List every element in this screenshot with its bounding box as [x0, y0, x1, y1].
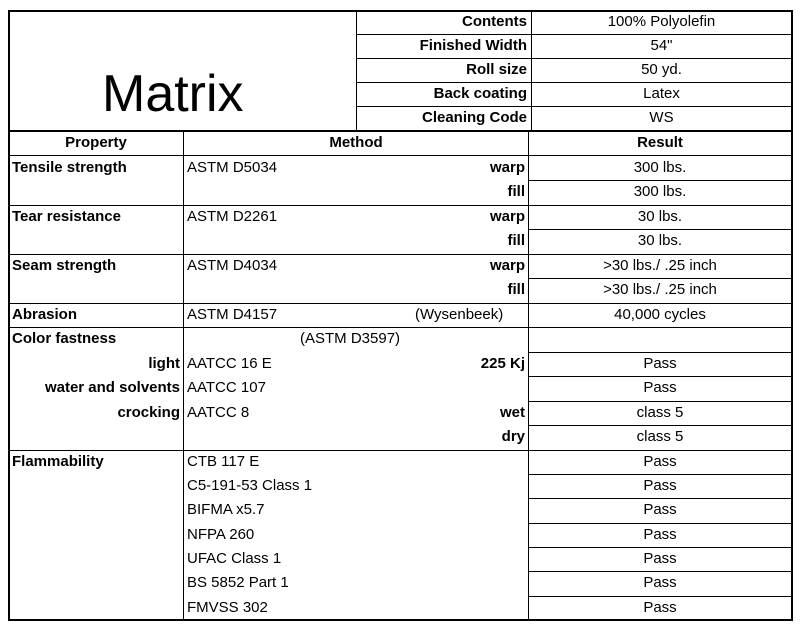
- result: Pass: [643, 355, 677, 372]
- result: >30 lbs./ .25 inch: [603, 257, 717, 274]
- result: 30 lbs.: [637, 208, 683, 225]
- qualifier: fill: [507, 232, 525, 249]
- header-result: Result: [637, 134, 683, 151]
- method: ASTM D2261: [187, 208, 278, 225]
- property-label: Seam strength: [12, 257, 117, 274]
- result: Pass: [643, 453, 677, 470]
- spec-value: 100% Polyolefin: [607, 13, 716, 30]
- property-label: Tear resistance: [12, 208, 121, 225]
- method: FMVSS 302: [187, 599, 268, 616]
- product-title: Matrix: [102, 65, 244, 123]
- result: Pass: [643, 501, 677, 518]
- result: 40,000 cycles: [614, 306, 706, 323]
- method-note: (Wysenbeek): [415, 306, 504, 323]
- qualifier: 225 Kj: [480, 355, 525, 372]
- method: AATCC 16 E: [187, 355, 272, 372]
- property-label: Flammability: [12, 453, 104, 470]
- result: Pass: [643, 477, 677, 494]
- method: ASTM D4034: [187, 257, 278, 274]
- qualifier: warp: [489, 159, 525, 176]
- spec-label: Roll size: [466, 61, 527, 78]
- property-sublabel: light: [148, 355, 180, 372]
- border-right: [791, 10, 793, 621]
- method: UFAC Class 1: [187, 550, 282, 567]
- qualifier: warp: [489, 257, 525, 274]
- result: Pass: [643, 574, 677, 591]
- spec-value: 50 yd.: [641, 61, 682, 78]
- border-bottom: [8, 619, 793, 621]
- method: AATCC 107: [187, 379, 266, 396]
- spec-label: Back coating: [433, 85, 527, 102]
- result: 30 lbs.: [637, 232, 683, 249]
- spec-value: 54": [650, 37, 673, 54]
- divider: [8, 155, 793, 156]
- method: BS 5852 Part 1: [187, 574, 289, 591]
- spec-label: Finished Width: [419, 37, 527, 54]
- spec-value: WS: [649, 109, 674, 126]
- property-label: Abrasion: [12, 306, 78, 323]
- result: Pass: [643, 526, 677, 543]
- border-left: [8, 10, 10, 621]
- header-property: Property: [65, 134, 127, 151]
- qualifier: fill: [507, 281, 525, 298]
- property-label: Tensile strength: [12, 159, 127, 176]
- result: class 5: [636, 428, 684, 445]
- spec-label: Contents: [462, 13, 527, 30]
- method: C5-191-53 Class 1: [187, 477, 313, 494]
- result: class 5: [636, 404, 684, 421]
- property-sublabel: crocking: [117, 404, 180, 421]
- method: CTB 117 E: [187, 453, 260, 470]
- method: NFPA 260: [187, 526, 255, 543]
- method: AATCC 8: [187, 404, 250, 421]
- method: ASTM D5034: [187, 159, 278, 176]
- header-method: Method: [329, 134, 383, 151]
- method: ASTM D4157: [187, 306, 278, 323]
- result: Pass: [643, 599, 677, 616]
- result: Pass: [643, 379, 677, 396]
- qualifier: dry: [501, 428, 525, 445]
- method-note: (ASTM D3597): [300, 330, 401, 347]
- result: 300 lbs.: [633, 159, 687, 176]
- result: Pass: [643, 550, 677, 567]
- result: >30 lbs./ .25 inch: [603, 281, 717, 298]
- qualifier: wet: [499, 404, 525, 421]
- property-label: Color fastness: [12, 330, 117, 347]
- spec-label: Cleaning Code: [421, 109, 527, 126]
- result: 300 lbs.: [633, 183, 687, 200]
- divider: [8, 327, 793, 328]
- method: BIFMA x5.7: [187, 501, 265, 518]
- qualifier: fill: [507, 183, 525, 200]
- spec-value: Latex: [643, 85, 680, 102]
- qualifier: warp: [489, 208, 525, 225]
- property-sublabel: water and solvents: [44, 379, 180, 396]
